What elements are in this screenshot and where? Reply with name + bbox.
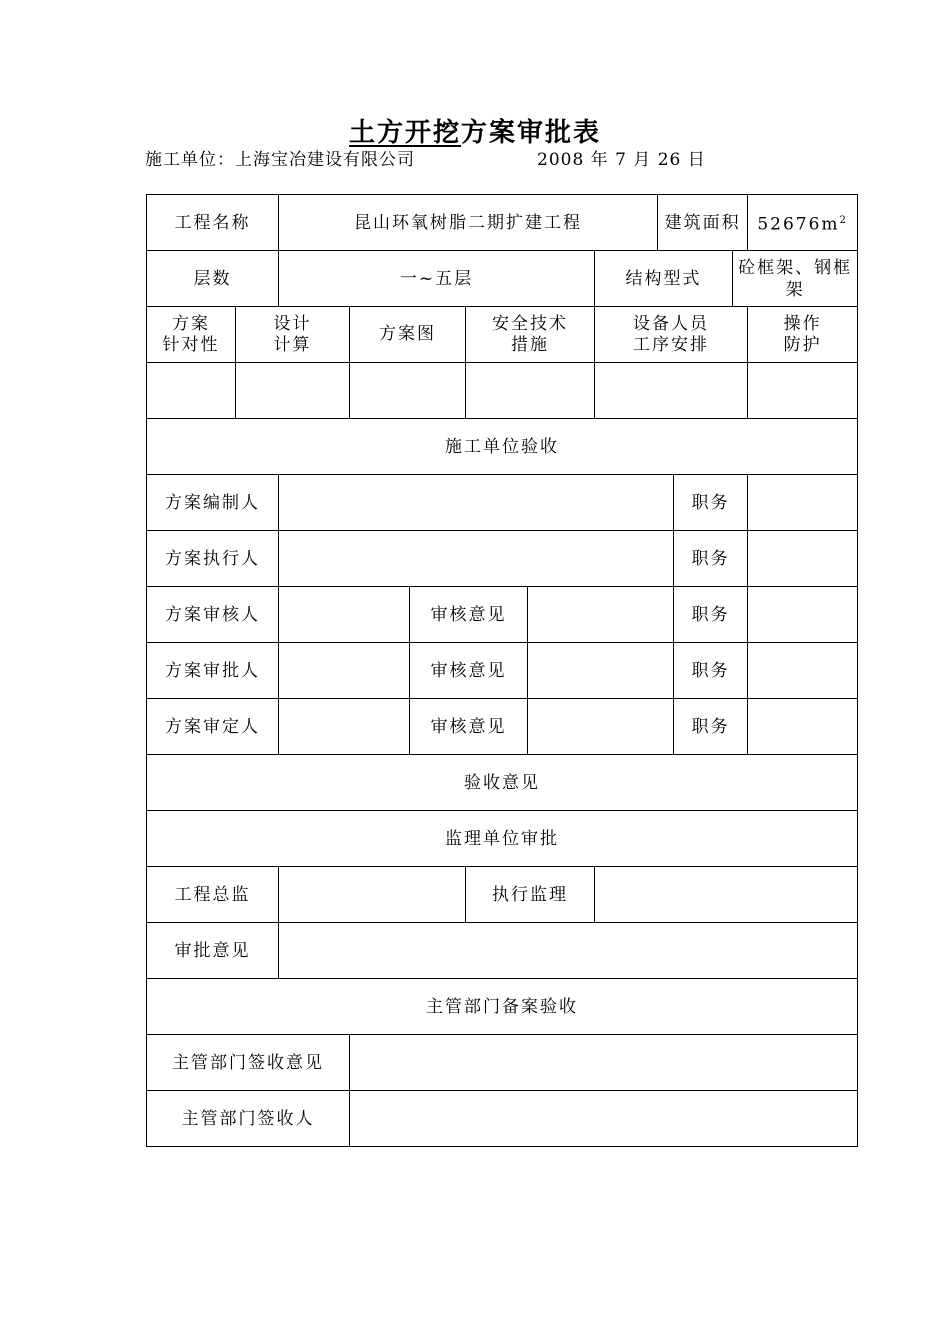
header-line — [145, 148, 706, 172]
form-title-underlined: 土方开挖 — [348, 118, 461, 148]
approval-opinion-value[interactable] — [279, 923, 858, 979]
area-cell — [748, 195, 858, 251]
plan-value-cell[interactable] — [147, 363, 236, 419]
executive-supervisor-value[interactable] — [595, 867, 858, 923]
opinion-label: 审核意见 — [410, 643, 528, 699]
chief-supervisor-label: 工程总监 — [147, 867, 279, 923]
position-value[interactable] — [748, 587, 858, 643]
project-row — [147, 195, 858, 251]
plan-value-cell[interactable] — [466, 363, 595, 419]
reviewer-row — [147, 587, 858, 643]
plan-col-calculation: 设计 计算 — [236, 307, 350, 363]
supervision-section-row — [147, 811, 858, 867]
floors-value: 一~五层 — [279, 251, 595, 307]
position-value[interactable] — [748, 699, 858, 755]
construction-section-title: 施工单位验收 — [147, 419, 858, 475]
form-date: 2008 年 7 月 26 日 — [537, 150, 706, 170]
position-value[interactable] — [748, 475, 858, 531]
reviewer-value[interactable] — [279, 587, 410, 643]
project-name-label: 工程名称 — [147, 195, 279, 251]
authority-section-title: 主管部门备案验收 — [147, 979, 858, 1035]
reviewer-label: 方案审核人 — [147, 587, 279, 643]
finalizer-label: 方案审定人 — [147, 699, 279, 755]
position-value[interactable] — [748, 531, 858, 587]
plan-col-safety: 安全技术 措施 — [466, 307, 595, 363]
finalizer-value[interactable] — [279, 699, 410, 755]
area-label: 建筑面积 — [658, 195, 748, 251]
approval-form-table — [146, 194, 858, 1147]
area-unit-sup: 2 — [839, 214, 848, 226]
authority-signer-row — [147, 1091, 858, 1147]
plan-col-arrangement: 设备人员 工序安排 — [595, 307, 748, 363]
position-label: 职务 — [674, 643, 748, 699]
structure-label: 结构型式 — [595, 251, 733, 307]
authority-section-row — [147, 979, 858, 1035]
compiler-value[interactable] — [279, 475, 674, 531]
supervision-section-title: 监理单位审批 — [147, 811, 858, 867]
unit-value: 上海宝冶建设有限公司 — [235, 150, 415, 170]
form-title — [0, 113, 950, 153]
floors-label: 层数 — [147, 251, 279, 307]
plan-values-row — [147, 363, 858, 419]
approver-label: 方案审批人 — [147, 643, 279, 699]
authority-signer-label: 主管部门签收人 — [147, 1091, 350, 1147]
executor-label: 方案执行人 — [147, 531, 279, 587]
authority-opinion-row — [147, 1035, 858, 1091]
executor-row — [147, 531, 858, 587]
opinion-label: 审核意见 — [410, 699, 528, 755]
opinion-label: 审核意见 — [410, 587, 528, 643]
approver-value[interactable] — [279, 643, 410, 699]
authority-opinion-value[interactable] — [350, 1035, 858, 1091]
position-label: 职务 — [674, 531, 748, 587]
structure-value: 砼框架、钢框架 — [733, 251, 858, 307]
executor-value[interactable] — [279, 531, 674, 587]
approval-opinion-label: 审批意见 — [147, 923, 279, 979]
supervisor-row — [147, 867, 858, 923]
position-label: 职务 — [674, 587, 748, 643]
plan-col-drawing: 方案图 — [350, 307, 466, 363]
plan-value-cell[interactable] — [350, 363, 466, 419]
approval-opinion-row — [147, 923, 858, 979]
form-title-rest: 方案审批表 — [461, 118, 602, 148]
construction-section-row — [147, 419, 858, 475]
executive-supervisor-label: 执行监理 — [466, 867, 595, 923]
plan-value-cell[interactable] — [595, 363, 748, 419]
acceptance-opinion-row — [147, 755, 858, 811]
opinion-value[interactable] — [528, 587, 674, 643]
plan-value-cell[interactable] — [236, 363, 350, 419]
compiler-label: 方案编制人 — [147, 475, 279, 531]
finalizer-row — [147, 699, 858, 755]
area-value: 52676m — [757, 214, 840, 235]
plan-col-protection: 操作 防护 — [748, 307, 858, 363]
plan-columns-row — [147, 307, 858, 363]
plan-col-targeting: 方案 针对性 — [147, 307, 236, 363]
position-value[interactable] — [748, 643, 858, 699]
opinion-value[interactable] — [528, 699, 674, 755]
authority-opinion-label: 主管部门签收意见 — [147, 1035, 350, 1091]
acceptance-opinion-title: 验收意见 — [147, 755, 858, 811]
plan-value-cell[interactable] — [748, 363, 858, 419]
compiler-row — [147, 475, 858, 531]
floors-row — [147, 251, 858, 307]
position-label: 职务 — [674, 475, 748, 531]
position-label: 职务 — [674, 699, 748, 755]
approver-row — [147, 643, 858, 699]
authority-signer-value[interactable] — [350, 1091, 858, 1147]
opinion-value[interactable] — [528, 643, 674, 699]
project-name-value: 昆山环氧树脂二期扩建工程 — [279, 195, 658, 251]
unit-label: 施工单位： — [145, 150, 235, 170]
chief-supervisor-value[interactable] — [279, 867, 466, 923]
